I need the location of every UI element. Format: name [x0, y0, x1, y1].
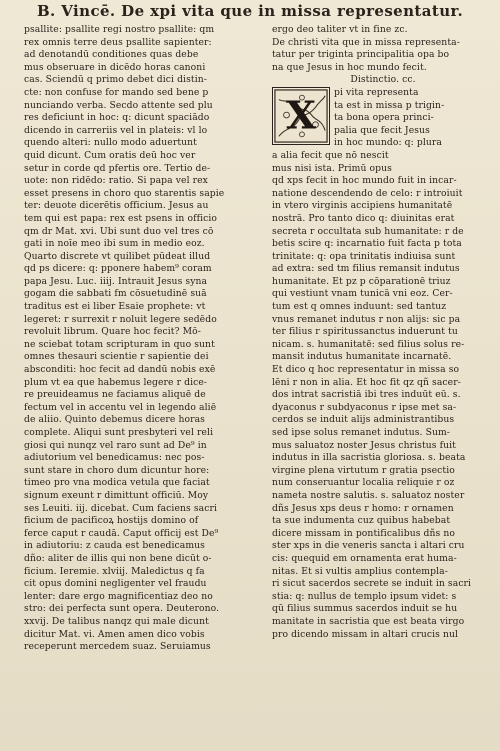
text-line: absconditi: hoc fecit ad dandū nobis exē [24, 364, 216, 376]
text-line: a alia fecit que nō nescit [272, 149, 389, 161]
decorated-initial-letter [272, 87, 330, 145]
text-line: dño: aliter de illis qui non bene dicūt o- [24, 552, 212, 564]
section-label: Distinctio. cc. [350, 74, 416, 86]
text-line: ne sciebat totam scripturam in quo sunt [24, 338, 215, 350]
text-line: quid dicunt. Cum oratis deū hoc ver [24, 149, 196, 161]
text-line: secreta r occultata sub humanitate: r de [272, 225, 464, 237]
chapter-heading-line: na que Jesus in hoc mundo fecit. [272, 61, 427, 73]
text-line: ter: deuote dicerētis officium. Jesus au [24, 200, 209, 212]
text-line: ficium de pacificoꝝ hostijs domino of [24, 515, 199, 527]
text-line: qū filius summus sacerdos induit se hu [272, 603, 458, 615]
text-line: num conseruantur localia reliquie r oz [272, 477, 455, 489]
text-line: esset presens in choro quo starentis sapie [24, 187, 225, 199]
text-line: tum est q omnes induunt: sed tantuz [272, 301, 447, 313]
text-line: nostrā. Pro tanto dico q: diuinitas erat [272, 212, 455, 224]
text-line: qui vestiunt vnam tunicā vni eoz. Cer- [272, 288, 453, 300]
text-line: dicendo in carreriis vel in plateis: vl lo [24, 124, 208, 136]
text-line: ta est in missa p trigin- [334, 99, 445, 111]
text-line: pi vita representa [334, 86, 419, 98]
text-line: ad denotandū conditiones quas debe [24, 49, 199, 61]
text-line: indutus in illa sacristia gloriosa. s. beata [272, 452, 466, 464]
text-line: nunciando verba. Secdo attente sed plu [24, 99, 213, 111]
chapter-heading-line: tatur per triginta principalitia opa bo [272, 49, 450, 61]
text-line: natione descendendo de celo: r introiuit [272, 187, 463, 199]
text-line: signum exeunt r dimittunt officiū. Moy [24, 489, 209, 501]
text-line: complete. Aliqui sunt presbyteri vel reli [24, 427, 214, 438]
text-line: ster xps in die veneris sancta i altari cru [272, 540, 465, 552]
text-line: vnus remanet indutus r non alijs: sic pa [272, 313, 461, 325]
text-line: ta bona opera princi- [334, 112, 434, 124]
initial-ornament-icon [273, 88, 329, 144]
text-line: humanitate. Et pz p cōparationē triuz [272, 275, 451, 287]
text-line: giosi qui nunqz vel raro sunt ad De⁹ in [24, 439, 207, 451]
text-line: quendo alteri: nullo modo aduertunt [24, 137, 197, 149]
svg-text:X: X [285, 93, 317, 139]
text-line: in hoc mundo: q: plura [334, 137, 442, 149]
text-line: adiutorium vel benedicamus: nec pos- [24, 452, 205, 464]
text-line: cte: non confuse for mando sed bene p [24, 86, 209, 98]
text-line: gati in noīe meo ibi sum in medio eoz. [24, 238, 205, 250]
text-line: re preuideamus ne faciamus aliquē de [24, 389, 206, 401]
text-line: cit opus domini negligenter vel fraudu [24, 578, 207, 590]
text-line: trinitate: q: opa trinitatis indiuisa sunt [272, 250, 456, 262]
chapter-opening [272, 87, 494, 150]
left-column [24, 24, 256, 654]
text-line: ta sue indumenta cuz quibus habebat [272, 515, 451, 527]
text-line: cis: quequid em ornamenta erat huma- [272, 552, 457, 564]
text-line: fectum vel in accentu vel in legendo aliē [24, 401, 217, 413]
text-line: traditus est ei liber Esaie prophete: vt [24, 301, 206, 313]
text-line: Quarto discrete vt quilibet pūdeat illud [24, 250, 211, 262]
text-line: gogam die sabbati fm cōsuetudinē suā [24, 288, 207, 300]
text-line: ferce caput r caudā. Caput officij est De⁹ [24, 527, 219, 539]
text-line: dñs Jesus xps deus r homo: r ornamen [272, 502, 454, 514]
text-line: setur in corde qd pfertis ore. Tertio de- [24, 162, 211, 174]
text-line: virgine plena virtutum r gratia psectio [272, 464, 455, 476]
text-line: dicitur Mat. vi. Amen amen dico vobis [24, 628, 205, 640]
text-line: Et dico q hoc representatur in missa so [272, 364, 460, 376]
text-line: dos intrat sacristiā ibi tres induūt eū. s. [272, 389, 461, 401]
text-line: qd ps dicere: q: pponere habem⁹ coram [24, 263, 212, 275]
text-line: in vtero virginis accipiens humanitatē [272, 200, 453, 212]
text-line: dicere missam in pontificalibus dñs no [272, 527, 456, 539]
running-header: B. Vincē. De xpi vita que in missa representatur. [36, 2, 464, 20]
text-line: rex omnis terre deus psallite sapienter: [24, 36, 212, 48]
text-line: in adiutoriu: z cauda est benedicamus [24, 540, 205, 552]
text-line: res deficiunt in hoc: q: dicunt spaciādo [24, 112, 210, 124]
text-line: mus nisi ista. Primū opus [272, 162, 392, 174]
text-line: timeo pro vna modica vetula que faciat [24, 477, 210, 489]
text-line: stia: q: nullus de templo ipsum videt: s [272, 590, 457, 602]
text-line: mansit indutus humanitate incarnatē. [272, 351, 452, 363]
text-line: mus saluatoz noster Jesus christus fuit [272, 439, 456, 451]
text-line: omnes thesauri scientie r sapientie dei [24, 351, 209, 363]
text-line: nicam. s. humanitatē: sed filius solus re- [272, 338, 465, 350]
text-line: betis scire q: incarnatio fuit facta p tota [272, 238, 462, 250]
text-line: tem qui est papa: rex est psens in officio [24, 212, 218, 224]
text-line: sunt stare in choro dum dicuntur hore: [24, 464, 210, 476]
text-line: psallite: psallite regi nostro psallite: qm [24, 24, 215, 35]
text-line: manitate in sacristia que est beata virgo [272, 615, 465, 627]
text-line: ad extra: sed tm filius remansit indutus [272, 263, 460, 275]
text-line: stro: dei perfecta sunt opera. Deuterono. [24, 603, 220, 615]
text-line: nameta nostre salutis. s. saluatoz noster [272, 489, 465, 501]
text-line: palia que fecit Jesus [334, 124, 430, 136]
text-line: de aliio. Quinto debemus dicere horas [24, 414, 205, 426]
text-line: lenter: dare ergo magnificentiaz deo no [24, 590, 213, 602]
text-line: plum vt ea que habemus legere r dice- [24, 376, 208, 388]
chapter-heading-line: De christi vita que in missa representa- [272, 36, 460, 48]
text-line: xxvij. De talibus nanqz qui male dicunt [24, 615, 209, 627]
text-line: lēni r non in alia. Et hoc fit qz qñ sacer- [272, 376, 461, 388]
chapter-body [272, 150, 494, 641]
text-line: ri sicut sacerdos secrete se induit in sacri [272, 578, 472, 590]
text-line: cas. Sciendū q primo debet dici distin- [24, 74, 207, 86]
chapter-heading-line: ergo deo taliter vt in fine zc. [272, 24, 408, 35]
text-line: legeret: r surrexit r noluit legere sedēdo [24, 313, 217, 325]
text-line: dyaconus r subdyaconus r ipse met sa- [272, 401, 457, 413]
text-line: uote: non ridēdo: ratio. Si papa vel rex [24, 175, 208, 187]
text-line: qd xps fecit in hoc mundo fuit in incar- [272, 175, 457, 187]
text-line: receperunt mercedem suaz. Seruiamus [24, 641, 211, 653]
text-line: cerdos se induit alijs administrantibus [272, 414, 455, 426]
right-column [272, 24, 494, 641]
text-line: revoluit librum. Quare hoc fecit? Mō- [24, 326, 201, 338]
text-line: mus obseruare in dicēdo horas canoni [24, 61, 206, 73]
chapter-intro [272, 24, 494, 74]
text-line: pro dicendo missam in altari crucis nul [272, 628, 459, 640]
text-line: sed ipse solus remanet indutus. Sum- [272, 427, 451, 438]
text-line: ses Leuiti. iij. dicebat. Cum faciens sacri [24, 502, 218, 514]
text-line: qm dr Mat. xvi. Ubi sunt duo vel tres cō [24, 225, 214, 237]
text-line: papa Jesu. Luc. iiij. Intrauit Jesus syna [24, 275, 208, 287]
text-line: nitas. Et si vultis amplius contempla- [272, 565, 448, 577]
text-line: ter filius r spiritussanctus induerunt tu [272, 326, 458, 338]
text-line: ficium. Ieremie. xlviij. Maledictus q fa [24, 565, 205, 577]
